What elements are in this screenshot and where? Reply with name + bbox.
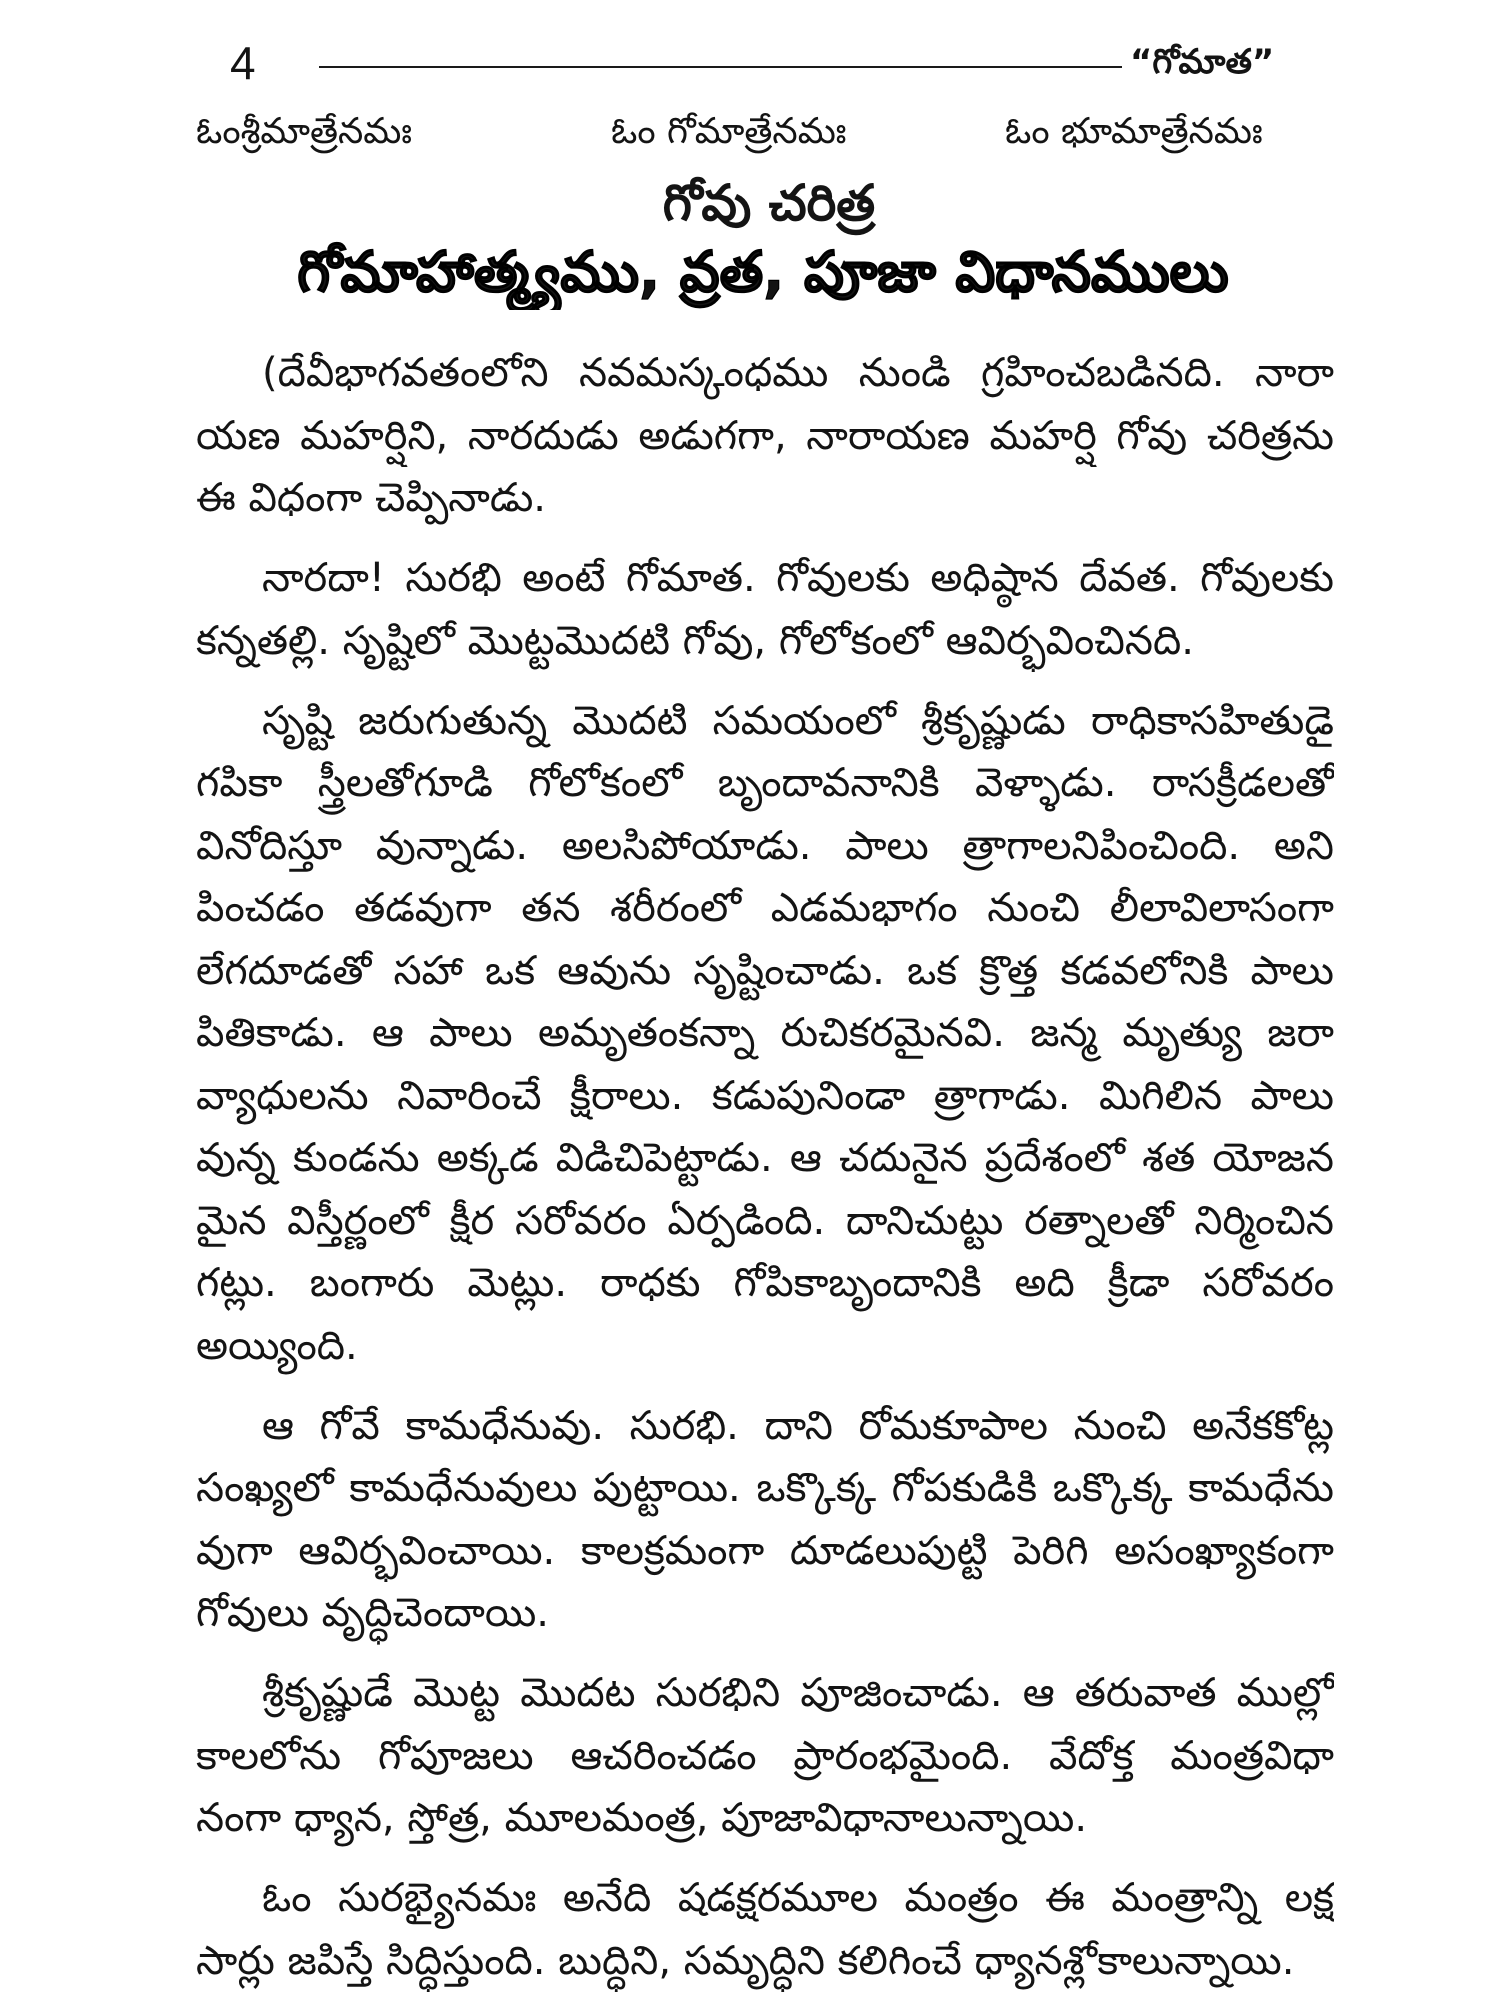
paragraph-line: నారదా! సురభి అంటే గోమాత. గోవులకు అధిష్ఠాన దేవత. గోవులకు bbox=[262, 555, 1334, 601]
paragraph-line: సృష్టి జరుగుతున్న మొదటి సమయంలో శ్రీకృష్ణుడు రాధికాసహితుడై bbox=[262, 697, 1334, 744]
paragraph-line: గట్లు. బంగారు మెట్లు. రాధకు గోపికాబృందానికి అది క్రీడా సరోవరం bbox=[196, 1260, 1334, 1306]
paragraph-line: నంగా ధ్యాన, స్తోత్ర, మూలమంత్ర, పూజావిధానాలున్నాయి. bbox=[196, 1795, 1088, 1841]
paragraph-line: కాలలోను గోపూజలు ఆచరించడం ప్రారంభమైంది. వేదోక్త మంత్రవిధా bbox=[196, 1732, 1334, 1779]
page-number: 4 bbox=[230, 37, 256, 89]
paragraph-line: లేగదూడతో సహా ఒక ఆవును సృష్టించాడు. ఒక క్రొత్త కడవలోనికి పాలు bbox=[196, 947, 1334, 994]
invocation-go-matre: ఓం గోమాత్రేనమః bbox=[611, 111, 847, 152]
paragraph-line: (దేవీభాగవతంలోని నవమస్కంధము నుండి గ్రహించబడినది. నారా bbox=[262, 350, 1334, 396]
paragraph-line: ఈ విధంగా చెప్పినాడు. bbox=[196, 475, 547, 521]
chapter-subtitle: గోమాహాత్మ్యము, వ్రత, పూజా విధానములు bbox=[297, 240, 1229, 305]
paragraph-line: వుగా ఆవిర్భవించాయి. కాలక్రమంగా దూడలుపుట్టి పెరిగి అసంఖ్యాకంగా bbox=[196, 1527, 1334, 1574]
paragraph-1 bbox=[196, 342, 1334, 530]
paragraph-line: శ్రీకృష్ణుడే మొట్ట మొదట సురభిని పూజించాడు. ఆ తరువాత ముల్లో bbox=[262, 1670, 1334, 1716]
paragraph-line: పించడం తడవుగా తన శరీరంలో ఎడమభాగం నుంచి లీలావిలాసంగా bbox=[196, 885, 1334, 931]
paragraph-6 bbox=[196, 1867, 1334, 1992]
paragraph-2 bbox=[196, 547, 1334, 672]
paragraph-3 bbox=[196, 690, 1334, 1378]
paragraph-line: వున్న కుండను అక్కడ విడిచిపెట్టాడు. ఆ చదునైన ప్రదేశంలో శత యోజన bbox=[196, 1135, 1334, 1181]
paragraph-line: ఆ గోవే కామధేనువు. సురభి. దాని రోమకూపాల నుంచి అనేకకోట్ల bbox=[262, 1402, 1334, 1449]
paragraph-5 bbox=[196, 1662, 1334, 1850]
paragraph-line: గోవులు వృద్ధిచెందాయి. bbox=[196, 1590, 549, 1636]
paragraph-4 bbox=[196, 1395, 1334, 1645]
paragraph-line: అయ్యింది. bbox=[196, 1322, 358, 1369]
paragraph-line: వినోదిస్తూ వున్నాడు. అలసిపోయాడు. పాలు త్రాగాలనిపించింది. అని bbox=[196, 822, 1334, 869]
invocation-sri-matre: ఓంశ్రీమాత్రేనమః bbox=[196, 111, 413, 152]
paragraph-line: ఓం సురభ్యైనమః అనేది షడక్షరమూల మంత్రం ఈ మంత్రాన్ని లక్ష bbox=[262, 1875, 1334, 1921]
paragraph-line: వ్యాధులను నివారించే క్షీరాలు. కడుపునిండా త్రాగాడు. మిగిలిన పాలు bbox=[196, 1072, 1334, 1119]
paragraph-line: మైన విస్తీర్ణంలో క్షీర సరోవరం ఏర్పడింది. దానిచుట్టు రత్నాలతో నిర్మించిన bbox=[196, 1197, 1334, 1244]
paragraph-line: సంఖ్యలో కామధేనువులు పుట్టాయి. ఒక్కొక్క గోపకుడికి ఒక్కొక్క కామధేను bbox=[196, 1465, 1334, 1511]
header-rule bbox=[319, 66, 1122, 68]
paragraph-line: యణ మహర్షిని, నారదుడు అడుగగా, నారాయణ మహర్షి గోవు చరిత్రను bbox=[196, 412, 1334, 459]
body-text bbox=[196, 342, 1334, 1992]
paragraph-line: గపికా స్త్రీలతోగూడి గోలోకంలో బృందావనానికి వెళ్ళాడు. రాసక్రీడలతో bbox=[196, 760, 1334, 806]
running-title: “గోమాత” bbox=[1130, 42, 1275, 82]
paragraph-line: సార్లు జపిస్తే సిద్ధిస్తుంది. బుద్ధిని, సమృద్ధిని కలిగించే ధ్యానశ్లోకాలున్నాయి. bbox=[196, 1937, 1295, 1984]
chapter-title: గోవు చరిత్ర bbox=[662, 174, 876, 232]
paragraph-line: పితికాడు. ఆ పాలు అమృతంకన్నా రుచికరమైనవి. జన్మ మృత్యు జరా bbox=[196, 1010, 1334, 1056]
paragraph-line: కన్నతల్లి. సృష్టిలో మొట్టమొదటి గోవు, గోలోకంలో ఆవిర్భవించినది. bbox=[196, 617, 1194, 664]
invocation-bhu-matre: ఓం భూమాత్రేనమః bbox=[1005, 111, 1263, 152]
